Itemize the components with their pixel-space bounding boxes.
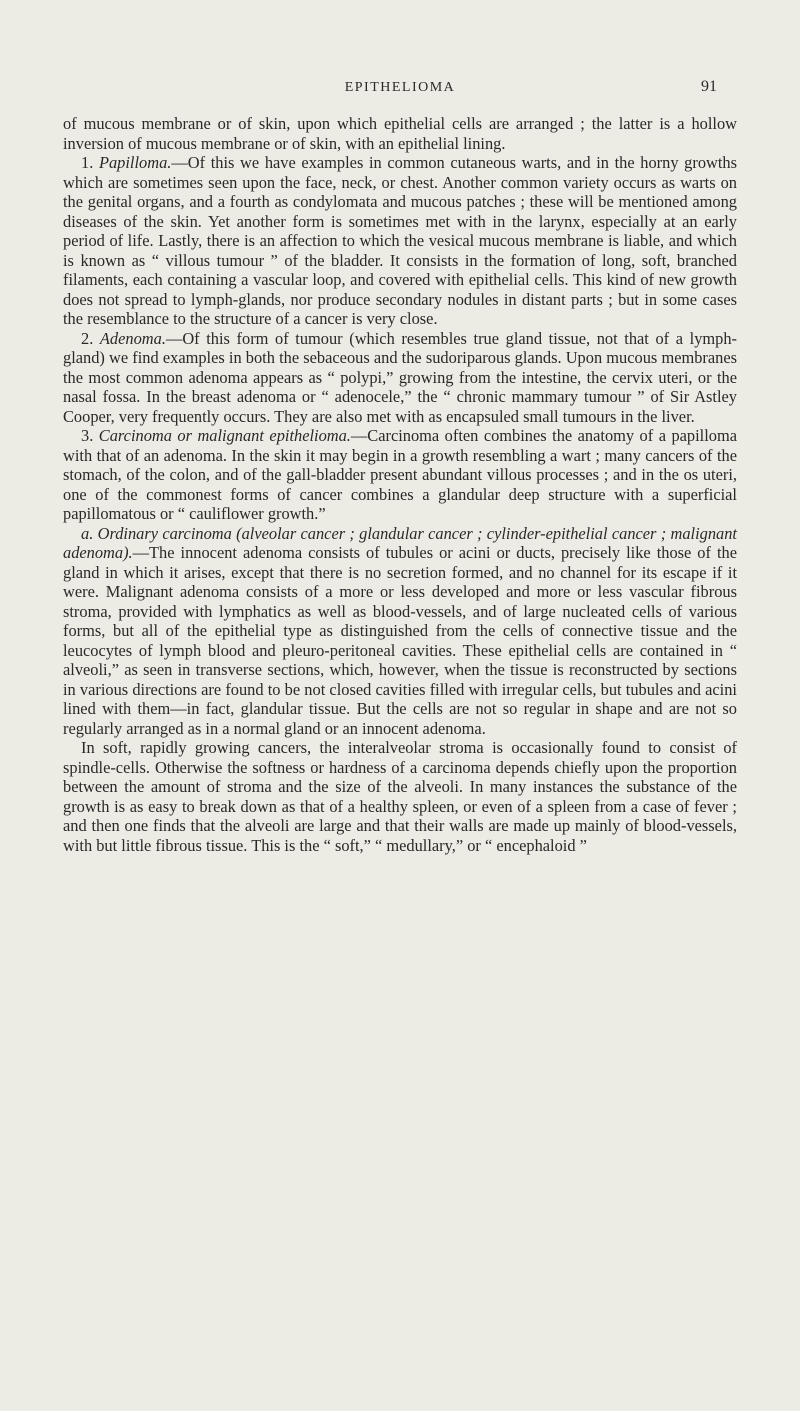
soft-cancer-paragraph: In soft, rapidly growing cancers, the interalveolar stroma is occasionally found to consist of spindle-cells. Otherwise the softness or hardness of a carcinoma depends chiefly upon the proportion between the amount of stroma and the size of the alveoli. In many instances the substance of the growth is as easy to break down as that of a healthy spleen, or even of a spleen from a case of fever ; and then one finds that the alveoli are large and that their walls are made up mainly of blood-vessels, with but little fibrous tissue. This is the “ soft,” “ medullary,” or “ encephaloid ” (63, 738, 737, 855)
carcinoma-number: 3. (81, 426, 94, 445)
adenoma-paragraph (63, 329, 737, 427)
papilloma-heading: Papilloma. (98, 153, 172, 172)
adenoma-text: —Of this form of tumour (which resembles true gland tissue, not that of a lymph-gland) we find examples in both the sebaceous and the sudoriparous glands. Upon mucous membranes the most common adenoma appears as “ polypi,” growing from the intestine, the cervix uteri, or the nasal fossa. In the breast adenoma or “ adenocele,” the “ chronic mammary tumour ” of Sir Astley Cooper, very frequently occurs. They are also met with as encapsuled small tumours in the liver. (63, 328, 737, 426)
papilloma-paragraph (63, 153, 737, 329)
adenoma-heading: Adenoma. (99, 328, 166, 348)
running-title: EPITHELIOMA (344, 80, 456, 95)
papilloma-number: 1. (81, 153, 94, 172)
carcinoma-paragraph (63, 426, 737, 524)
adenoma-number: 2. (81, 328, 94, 348)
papilloma-text: —Of this we have examples in common cutaneous warts, and in the horny growths which are sometimes seen upon the face, neck, or chest. Another common variety occurs as warts on the genital organs, and a fourth as condylomata and mucous patches ; these will be mentioned among diseases of the skin. Yet another form is sometimes met with in the larynx, especially at an early period of life. Lastly, there is an affection to which the vesical mucous membrane is liable, and which is known as “ villous tumour ” of the bladder. It consists in the formation of long, soft, branched filaments, each containing a vascular loop, and covered with epithelial cells. This kind of new growth does not spread to lymph-glands, nor produce secondary nodules in distant parts ; but in some cases the resemblance to the structure of a cancer is very close. (63, 153, 737, 328)
ordinary-carcinoma-paragraph (63, 524, 737, 739)
ordinary-heading: Ordinary carcinoma (alveolar cancer ; glandular cancer ; cylinder-epithelial cancer ; malignant adenoma). (63, 523, 737, 562)
ordinary-label: a. (81, 523, 94, 543)
carcinoma-heading: Carcinoma or malignant epithelioma. (98, 426, 351, 445)
carcinoma-text: —Carcinoma often combines the anatomy of a papilloma with that of an adenoma. In the skin it may begin in a growth resembling a wart ; many cancers of the stomach, of the colon, and of the gall-bladder present abundant villous processes ; and in the os uteri, one of the commonest forms of cancer combines a glandular deep structure with a superficial papillomatous or “ cauliflower growth.” (63, 426, 737, 523)
body-text (63, 114, 737, 855)
intro-paragraph: of mucous membrane or of skin, upon which epithelial cells are arranged ; the latter is a hollow inversion of mucous membrane or of skin, with an epithelial lining. (63, 114, 737, 153)
ordinary-text: —The innocent adenoma consists of tubules or acini or ducts, precisely like those of the gland in which it arises, except that there is no secretion formed, and no channel for its escape if it were. Malignant adenoma consists of a more or less developed and more or less vascular fibrous stroma, provided with lymphatics as well as blood-vessels, and of large nucleated cells of various forms, but all of the epithelial type as distinguished from the cells of connective tissue and the leucocytes of lymph blood and pleuro-peritoneal cavities. These epithelial cells are contained in “ alveoli,” as seen in transverse sections, which, however, when the tissue is reconstructed by sections in various directions are found to be not closed cavities filled with irregular cells, but tubules and acini lined with them—in fact, glandular tissue. But the cells are not so regular in shape and are not so regularly arranged as in a normal gland or an innocent adenoma. (63, 543, 737, 738)
page-number: 91 (701, 78, 717, 95)
